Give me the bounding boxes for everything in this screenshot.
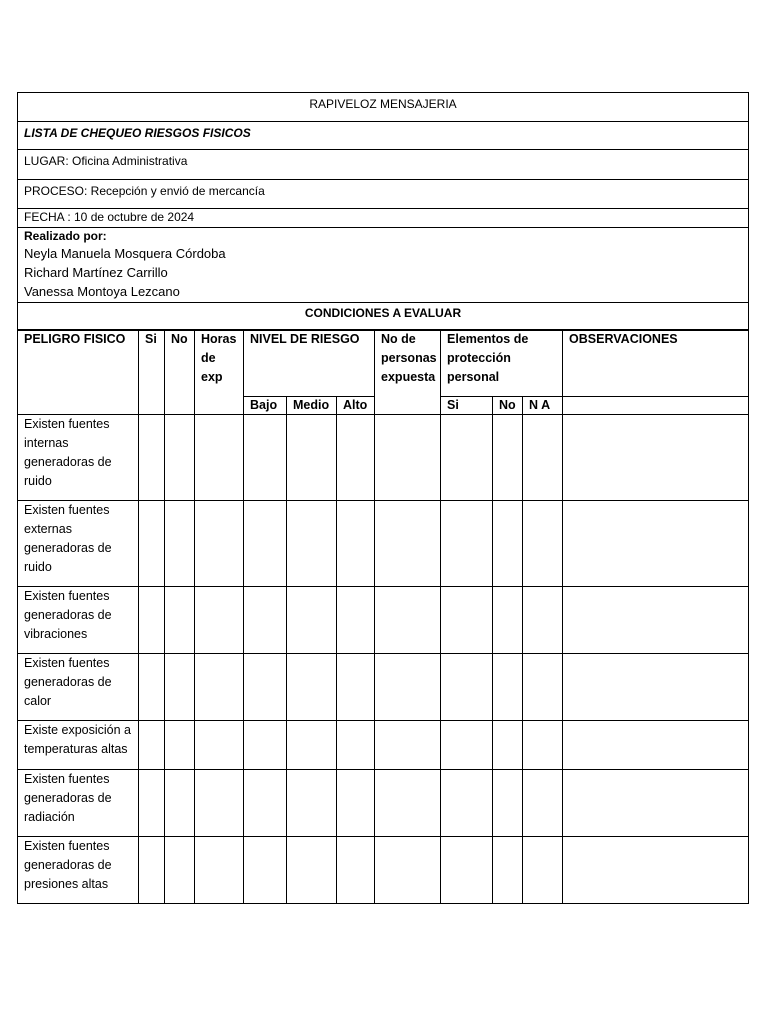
empty-check-cell[interactable] (244, 415, 287, 501)
empty-check-cell[interactable] (195, 654, 244, 721)
empty-check-cell[interactable] (165, 587, 195, 654)
authors-label: Realizado por: (24, 229, 107, 243)
author-name: Vanessa Montoya Lezcano (24, 284, 180, 299)
col-peligro-header: PELIGRO FISICO (18, 330, 139, 415)
col-personas-header: No de personas expuesta (375, 330, 441, 415)
empty-check-cell[interactable] (523, 587, 563, 654)
col-alto-header: Alto (337, 397, 375, 415)
col-observaciones-header: OBSERVACIONES (563, 330, 749, 397)
empty-check-cell[interactable] (337, 501, 375, 587)
hazard-cell: Existen fuentes externas generadoras de ruido (18, 501, 139, 587)
empty-check-cell[interactable] (375, 587, 441, 654)
author-name: Neyla Manuela Mosquera Córdoba (24, 246, 226, 261)
empty-check-cell[interactable] (244, 654, 287, 721)
empty-check-cell[interactable] (287, 837, 337, 904)
empty-check-cell[interactable] (337, 415, 375, 501)
empty-check-cell[interactable] (523, 501, 563, 587)
col-bajo-header: Bajo (244, 397, 287, 415)
empty-check-cell[interactable] (139, 415, 165, 501)
empty-check-cell[interactable] (523, 415, 563, 501)
col-medio-header: Medio (287, 397, 337, 415)
empty-check-cell[interactable] (493, 501, 523, 587)
empty-check-cell[interactable] (244, 837, 287, 904)
empty-check-cell[interactable] (375, 501, 441, 587)
empty-check-cell[interactable] (287, 721, 337, 770)
col-no-header: No (165, 330, 195, 415)
empty-check-cell[interactable] (441, 770, 493, 837)
empty-check-cell[interactable] (375, 837, 441, 904)
empty-check-cell[interactable] (375, 770, 441, 837)
checklist-table (17, 329, 749, 904)
empty-check-cell[interactable] (139, 654, 165, 721)
col-epp-no-header: No (493, 397, 523, 415)
empty-check-cell[interactable] (563, 501, 749, 587)
observaciones-sub-cell (563, 397, 749, 415)
empty-check-cell[interactable] (337, 587, 375, 654)
col-epp-si-header: Si (441, 397, 493, 415)
empty-check-cell[interactable] (287, 770, 337, 837)
empty-check-cell[interactable] (523, 770, 563, 837)
location-field: LUGAR: Oficina Administrativa (18, 150, 749, 180)
empty-check-cell[interactable] (563, 837, 749, 904)
empty-check-cell[interactable] (195, 501, 244, 587)
author-name: Richard Martínez Carrillo (24, 265, 168, 280)
empty-check-cell[interactable] (563, 587, 749, 654)
empty-check-cell[interactable] (287, 501, 337, 587)
empty-check-cell[interactable] (139, 837, 165, 904)
empty-check-cell[interactable] (287, 415, 337, 501)
empty-check-cell[interactable] (244, 587, 287, 654)
hazard-cell: Existen fuentes generadoras de calor (18, 654, 139, 721)
empty-check-cell[interactable] (165, 721, 195, 770)
empty-check-cell[interactable] (165, 770, 195, 837)
document-header-table (17, 92, 749, 331)
empty-check-cell[interactable] (337, 654, 375, 721)
empty-check-cell[interactable] (244, 501, 287, 587)
empty-check-cell[interactable] (563, 654, 749, 721)
empty-check-cell[interactable] (493, 587, 523, 654)
col-epp-na-header: N A (523, 397, 563, 415)
empty-check-cell[interactable] (195, 837, 244, 904)
empty-check-cell[interactable] (375, 654, 441, 721)
empty-check-cell[interactable] (493, 770, 523, 837)
hazard-cell: Existen fuentes generadoras de presiones altas (18, 837, 139, 904)
empty-check-cell[interactable] (337, 837, 375, 904)
empty-check-cell[interactable] (563, 770, 749, 837)
empty-check-cell[interactable] (441, 837, 493, 904)
empty-check-cell[interactable] (139, 587, 165, 654)
empty-check-cell[interactable] (244, 770, 287, 837)
hazard-cell: Existen fuentes generadoras de vibraciones (18, 587, 139, 654)
empty-check-cell[interactable] (493, 721, 523, 770)
empty-check-cell[interactable] (523, 837, 563, 904)
empty-check-cell[interactable] (493, 837, 523, 904)
empty-check-cell[interactable] (493, 415, 523, 501)
empty-check-cell[interactable] (441, 415, 493, 501)
empty-check-cell[interactable] (139, 721, 165, 770)
empty-check-cell[interactable] (375, 415, 441, 501)
empty-check-cell[interactable] (287, 587, 337, 654)
empty-check-cell[interactable] (195, 770, 244, 837)
hazard-cell: Existen fuentes internas generadoras de ruido (18, 415, 139, 501)
empty-check-cell[interactable] (441, 587, 493, 654)
empty-check-cell[interactable] (523, 721, 563, 770)
empty-check-cell[interactable] (523, 654, 563, 721)
empty-check-cell[interactable] (563, 721, 749, 770)
empty-check-cell[interactable] (165, 501, 195, 587)
empty-check-cell[interactable] (441, 501, 493, 587)
empty-check-cell[interactable] (165, 837, 195, 904)
date-field: FECHA : 10 de octubre de 2024 (18, 209, 749, 228)
empty-check-cell[interactable] (139, 501, 165, 587)
empty-check-cell[interactable] (563, 415, 749, 501)
empty-check-cell[interactable] (441, 721, 493, 770)
empty-check-cell[interactable] (195, 415, 244, 501)
empty-check-cell[interactable] (441, 654, 493, 721)
col-nivel-header: NIVEL DE RIESGO (244, 330, 375, 397)
col-si-header: Si (139, 330, 165, 415)
col-elementos-header: Elementos de protección personal (441, 330, 563, 397)
authors-cell (18, 228, 749, 303)
list-title: LISTA DE CHEQUEO RIESGOS FISICOS (18, 122, 749, 150)
company-name: RAPIVELOZ MENSAJERIA (18, 93, 749, 122)
empty-check-cell[interactable] (139, 770, 165, 837)
empty-check-cell[interactable] (165, 415, 195, 501)
conditions-heading: CONDICIONES A EVALUAR (18, 303, 749, 331)
empty-check-cell[interactable] (195, 587, 244, 654)
empty-check-cell[interactable] (493, 654, 523, 721)
empty-check-cell[interactable] (165, 654, 195, 721)
empty-check-cell[interactable] (244, 721, 287, 770)
empty-check-cell[interactable] (287, 654, 337, 721)
col-horas-header: Horas de exp (195, 330, 244, 415)
empty-check-cell[interactable] (337, 721, 375, 770)
hazard-cell: Existen fuentes generadoras de radiación (18, 770, 139, 837)
hazard-cell: Existe exposición a temperaturas altas (18, 721, 139, 770)
empty-check-cell[interactable] (375, 721, 441, 770)
empty-check-cell[interactable] (195, 721, 244, 770)
empty-check-cell[interactable] (337, 770, 375, 837)
process-field: PROCESO: Recepción y envió de mercancía (18, 180, 749, 209)
